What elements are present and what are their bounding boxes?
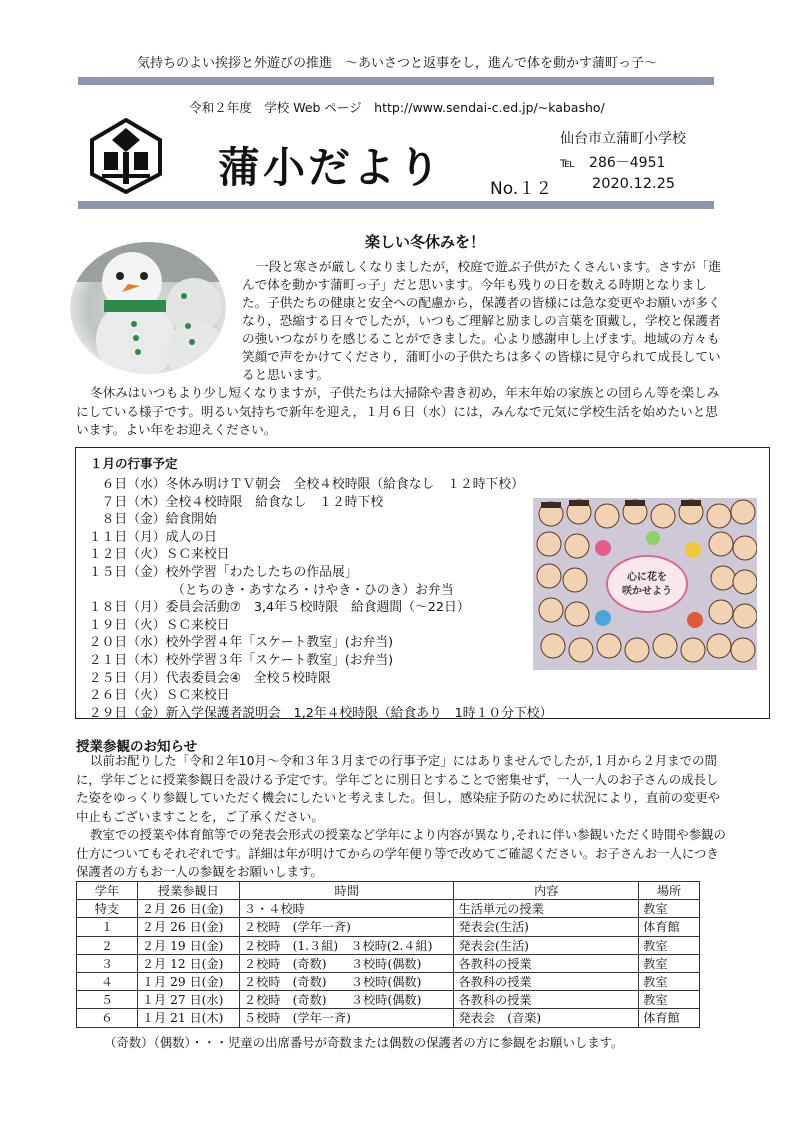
cell-content: 各教科の授業 [454,972,639,990]
artwork-photo [533,498,757,670]
cell-content: 発表会 (音楽) [454,1009,639,1027]
cell-content: 各教科の授業 [454,954,639,972]
winter-paragraph-2: 冬休みはいつもより少し短くなりますが，子供たちは大掃除や書き初め，年末年始の家族との団らん等を楽しみにしている様子です。明るい気持ちで新年を迎え，１月６日（水）には，みんなで元気に学校生活を始めたいと思います。よい年をお迎えください。 [76,385,720,437]
event-item: １８日（月）委員会活動⑦ 3,4年５校時限 給食週間（～22日） [76,600,470,616]
web-page-line: 令和２年度 学校 Web ページ http://www.sendai-c.ed.jp/~kabasho/ [189,100,605,115]
event-item: ２６日（火）ＳＣ来校日 [76,688,230,704]
col-date: 授業参観日 [137,882,239,900]
cell-place: 体育館 [639,918,700,936]
cell-place: 教室 [639,954,700,972]
cell-time: ２校時 (奇数) ３校時(偶数) [239,954,454,972]
event-item: １５日（金）校外学習「わたしたちの作品展」 [76,564,358,580]
cell-grade: １ [77,918,138,936]
cell-grade: ５ [77,991,138,1009]
cell-content: 発表会(生活) [454,936,639,954]
cell-content: 各教科の授業 [454,991,639,1009]
header-rule-top [78,77,714,85]
table-row [77,972,700,990]
event-item: １９日（火）ＳＣ来校日 [76,617,230,633]
cell-grade: ３ [77,954,138,972]
cell-grade: ４ [77,972,138,990]
cell-date: １月 21 日(木) [137,1009,239,1027]
table-note: （奇数）（偶数）・・・児童の出席番号が奇数または偶数の保護者の方に参観をお願いします。 [104,1035,624,1050]
table-row [77,991,700,1009]
cell-date: ２月 26 日(金) [137,900,239,918]
photo-sign-line-2: 咲かせよう [622,586,672,597]
col-time: 時間 [239,882,454,900]
january-events-box [75,447,770,719]
col-grade: 学年 [77,882,138,900]
issue-number: No.１２ [490,179,553,199]
event-item: ２５日（月）代表委員会④ 全校５校時限 [76,670,331,686]
cell-place: 教室 [639,936,700,954]
newsletter-title: 蒲小だより [218,143,444,192]
school-slogan: 気持ちのよい挨拶と外遊びの推進 ～あいさつと返事をし，進んで体を動かす蒲町っ子～ [136,56,657,71]
table-row [77,918,700,936]
open-class-schedule-table [76,881,700,1028]
cell-place: 教室 [639,991,700,1009]
cell-place: 体育館 [639,1009,700,1027]
event-item: ７日（木）全校４校時限 給食なし １２時下校 [76,494,384,510]
event-item: １１日（月）成人の日 [76,529,217,545]
table-row [77,900,700,918]
col-place: 場所 [639,882,700,900]
cell-time: ２校時 (学年一斉) [239,918,454,936]
cell-date: １月 27 日(水) [137,991,239,1009]
cell-date: ２月 12 日(金) [137,954,239,972]
telephone: ℡ 286－4951 [560,155,666,171]
table-row [77,936,700,954]
col-content: 内容 [454,882,639,900]
issue-date: 2020.12.25 [592,176,676,192]
open-class-paragraph-1: 以前お配りした「令和２年10月～令和３年３月までの行事予定」にはありませんでしたが,１月から２月までの間に，学年ごとに授業参観日を設ける予定です。学年ごとに別日とすることで密集せず，一人一人のお子さんの成長した姿をゆっくり参観していただく機会にしたいと考えました。但し，感染症予防のために状況により，直前の変更や中止もございますことを，ご了承ください。 [76,753,721,824]
winter-paragraph-1: 一段と寒さが厳しくなりましたが，校庭で遊ぶ子供がたくさんいます。さすが「進んで体を動かす蒲町っ子」だと思います。今年も残りの日を数える時期となりました。子供たちの健康と安全への配慮から，保護者の皆様には急な変更やお願いが多くなり，恐縮する日々でしたが，いつもご理解と励ましの言葉を頂戴し，学校と保護者の強いつながりを感じることができました。心より感謝申し上げます。地域の方々も笑顔で声をかけてくださり，蒲町小の子供たちは多くの皆様に見守られて成長していると思います。 [242,259,721,382]
event-item: （とちのき・あすなろ・けやき・ひのき）お弁当 [76,582,454,598]
event-item: ６日（水）冬休み明けＴＶ朝会 全校４校時限（給食なし １２時下校） [76,477,524,492]
winter-heading: 楽しい冬休みを！ [364,233,485,251]
cell-grade: ６ [77,1009,138,1027]
event-item: ２１日（木）校外学習３年「スケート教室」(お弁当) [76,652,394,668]
table-row [77,1009,700,1027]
school-crest-icon [88,118,164,194]
cell-date: ２月 26 日(金) [137,918,239,936]
snowman-photo [70,242,226,374]
table-row [77,954,700,972]
header-rule-bottom [78,201,714,209]
events-title: １月の行事予定 [90,456,178,471]
cell-place: 教室 [639,900,700,918]
open-class-heading: 授業参観のお知らせ [76,739,198,755]
cell-grade: ２ [77,936,138,954]
cell-time: ２校時 (奇数) ３校時(偶数) [239,991,454,1009]
cell-grade: 特支 [77,900,138,918]
open-class-text [76,752,728,882]
cell-time: ２校時 (1.３組) ３校時(2.４組) [239,936,454,954]
photo-sign-line-1: 心に花を [627,572,667,583]
event-item: ２０日（水）校外学習４年「スケート教室」(お弁当) [76,635,394,651]
cell-date: ２月 19 日(金) [137,936,239,954]
event-item: ８日（金）給食開始 [76,512,217,528]
cell-date: １月 29 日(金) [137,972,239,990]
table-header-row [77,882,700,900]
cell-content: 生活単元の授業 [454,900,639,918]
cell-content: 発表会(生活) [454,918,639,936]
event-item: ２９日（金）新入学保護者説明会 1,2年４校時限（給食あり 1時１０分下校） [76,705,553,721]
cell-time: ３・４校時 [239,900,454,918]
open-class-paragraph-2: 教室での授業や体育館等での発表会形式の授業など学年により内容が異なり,それに伴い参観いただく時間や参観の仕方についてもそれぞれです。詳細は年が明けてからの学年便り等で改めてご確認ください。お子さんお一人につき保護者の方もお一人の参観をお願いします。 [76,827,726,879]
cell-place: 教室 [639,972,700,990]
event-item: １２日（火）ＳＣ来校日 [76,547,230,563]
cell-time: ５校時 (学年一斉) [239,1009,454,1027]
school-name: 仙台市立蒲町小学校 [560,131,686,147]
cell-time: ２校時 (奇数) ３校時(偶数) [239,972,454,990]
